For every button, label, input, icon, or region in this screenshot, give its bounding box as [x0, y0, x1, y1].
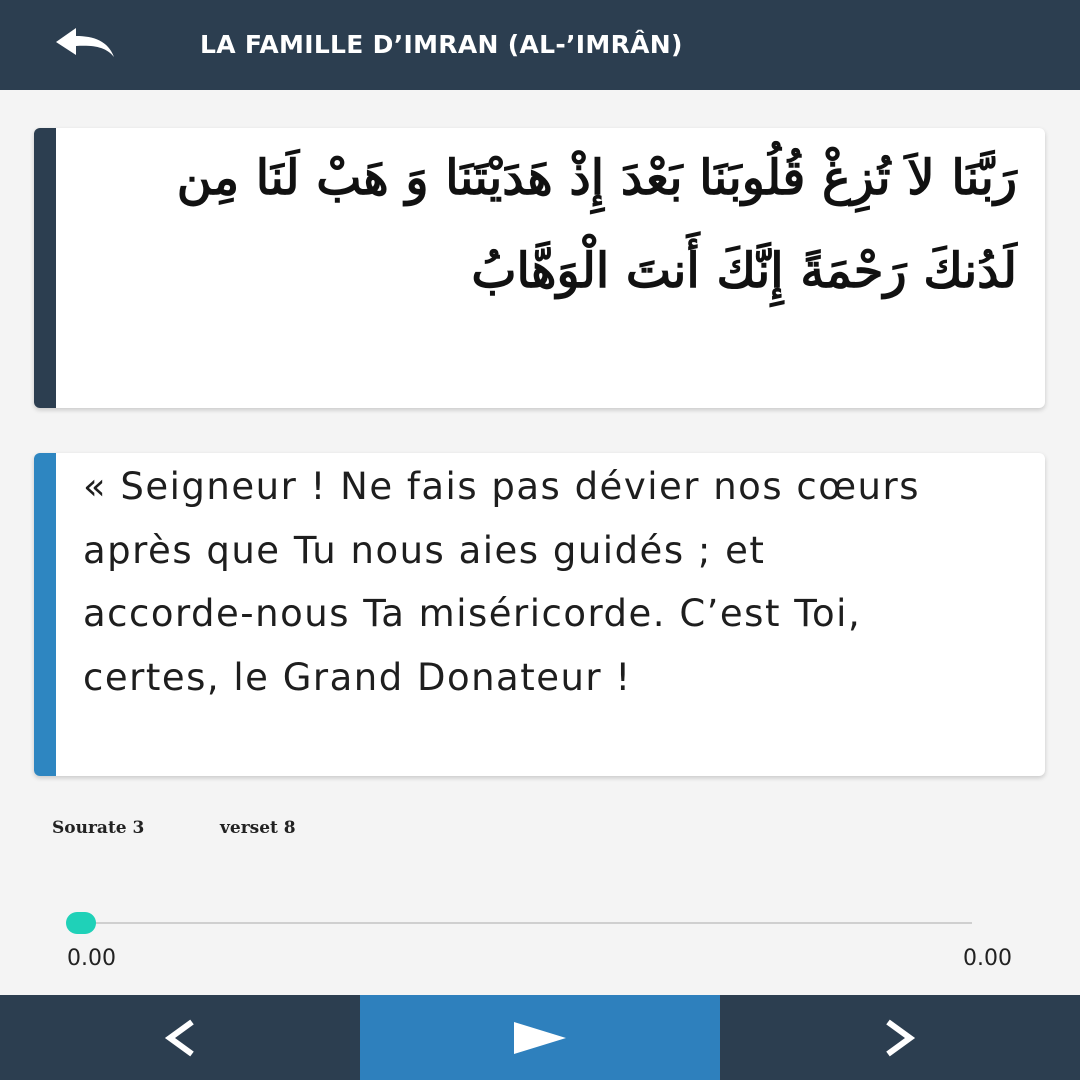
sourate-label: Sourate 3 [52, 818, 145, 838]
arabic-card-accent-bar [34, 128, 56, 408]
back-button[interactable] [50, 22, 120, 68]
chevron-left-icon [162, 1018, 198, 1058]
play-icon [512, 1021, 568, 1055]
audio-progress-slider[interactable] [68, 912, 972, 934]
top-app-bar [0, 0, 1080, 90]
current-time: 0.00 [67, 946, 116, 971]
chevron-right-icon [882, 1018, 918, 1058]
translation-card [34, 453, 1045, 776]
arabic-verse-text: رَبَّنَا لاَ تُزِغْ قُلُوبَنَا بَعْدَ إِذْ هَدَيْتَنَا وَ هَبْ لَنَا مِن لَدُنكَ رَحْمَةً إِنَّكَ أَنتَ الْوَهَّابُ [176, 150, 1017, 299]
arabic-verse-card [34, 128, 1045, 408]
slider-thumb[interactable] [66, 912, 96, 934]
next-verse-button[interactable] [720, 995, 1080, 1080]
previous-verse-button[interactable] [0, 995, 360, 1080]
total-time: 0.00 [963, 946, 1012, 971]
translation-text: « Seigneur ! Ne fais pas dévier nos cœurs après que Tu nous aies guidés ; et accorde-nous Ta miséricorde. C’est Toi, certes, le Grand Donateur ! [83, 465, 920, 699]
undo-arrow-icon [54, 27, 116, 63]
verset-label: verset 8 [220, 818, 296, 838]
slider-track [68, 922, 972, 924]
page-title: LA FAMILLE D’IMRAN (AL-’IMRÂN) [200, 30, 683, 59]
play-button[interactable] [360, 995, 720, 1080]
translation-card-accent-bar [34, 453, 56, 776]
bottom-navigation-bar [0, 995, 1080, 1080]
